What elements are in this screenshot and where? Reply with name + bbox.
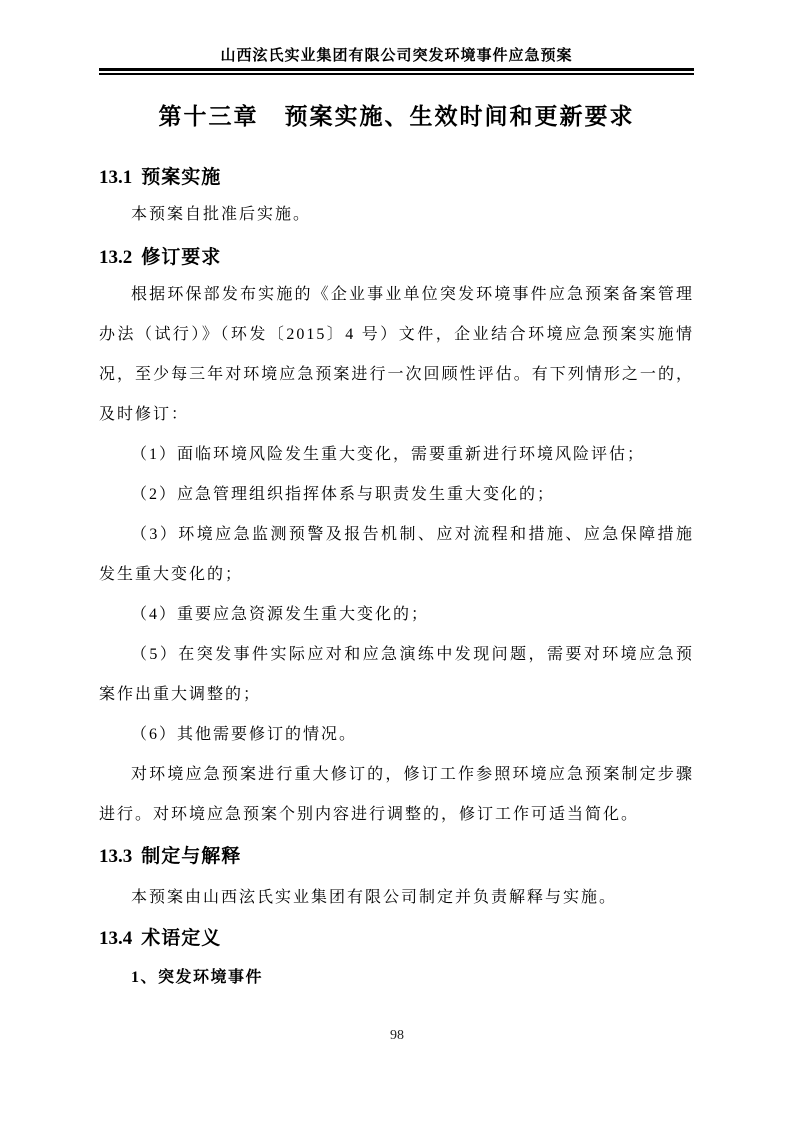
page-number: 98 (390, 1028, 404, 1043)
term-item-1: 1、突发环境事件 (131, 969, 264, 986)
paragraph-interpretation: 本预案由山西泫氏实业集团有限公司制定并负责解释与实施。 (131, 889, 618, 906)
header-double-rule (99, 68, 694, 75)
list-item-2: （2）应急管理组织指挥体系与职责发生重大变化的； (131, 486, 556, 503)
section-number: 13.2 (99, 247, 133, 268)
section-title: 修订要求 (141, 247, 222, 268)
section-heading-13-2 (99, 246, 694, 270)
paragraph-implementation: 本预案自批准后实施。 (131, 206, 312, 223)
section-heading-13-4 (99, 927, 694, 951)
list-item-4: （4）重要应急资源发生重大变化的； (131, 606, 430, 623)
running-header (99, 0, 694, 65)
section-title: 预案实施 (141, 167, 222, 188)
list-item-6: （6）其他需要修订的情况。 (131, 726, 358, 743)
chapter-title-text: 预案实施、生效时间和更新要求 (284, 104, 635, 129)
section-number: 13.1 (99, 167, 133, 188)
section-number: 13.3 (99, 846, 133, 867)
list-item-5: （5）在突发事件实际应对和应急演练中发现问题，需要对环境应急预案作出重大调整的； (99, 646, 694, 703)
page-footer (0, 1028, 794, 1044)
paragraph-revision-intro: 根据环保部发布实施的《企业事业单位突发环境事件应急预案备案管理办法（试行）》（环发〔2015〕4 号）文件，企业结合环境应急预案实施情况，至少每三年对环境应急预案进行一次回顾性评估。有下列情形之一的，及时修订： (99, 286, 694, 423)
list-item-1: （1）面临环境风险发生重大变化，需要重新进行环境风险评估； (131, 446, 646, 463)
paragraph-revision-closing: 对环境应急预案进行重大修订的，修订工作参照环境应急预案制定步骤进行。对环境应急预案个别内容进行调整的，修订工作可适当简化。 (99, 766, 694, 823)
section-heading-13-1 (99, 166, 694, 190)
chapter-number: 第十三章 (158, 104, 259, 129)
running-header-title: 山西泫氏实业集团有限公司突发环境事件应急预案 (220, 48, 573, 64)
section-heading-13-3 (99, 845, 694, 869)
list-item-3: （3）环境应急监测预警及报告机制、应对流程和措施、应急保障措施发生重大变化的； (99, 526, 694, 583)
section-title: 制定与解释 (141, 846, 242, 867)
page-content (99, 166, 694, 998)
section-title: 术语定义 (141, 928, 222, 949)
chapter-title (99, 103, 694, 130)
section-number: 13.4 (99, 928, 133, 949)
